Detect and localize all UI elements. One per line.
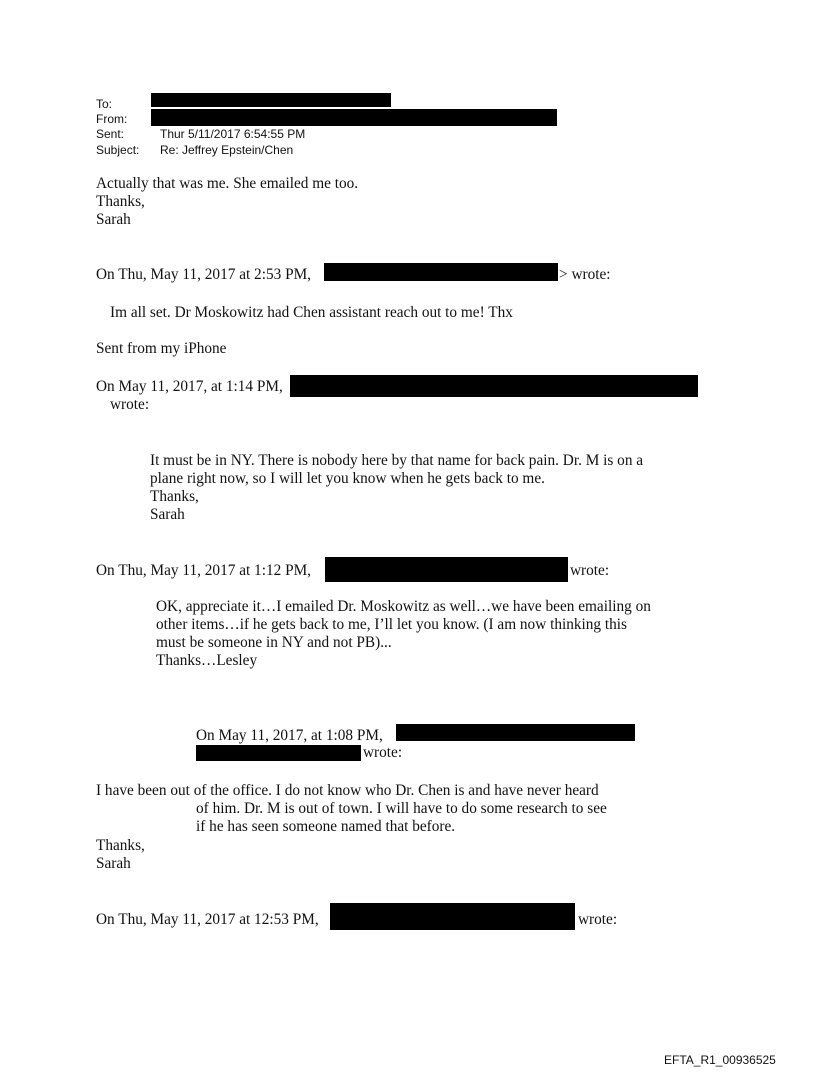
quote5-attribution-suffix: wrote: (578, 911, 618, 928)
reply-line: Sarah (96, 211, 131, 228)
quote4-redaction (396, 724, 635, 741)
quote5-redaction (330, 903, 575, 930)
quote2-line: It must be in NY. There is nobody here by that name for back pain. Dr. M is on a (150, 452, 644, 469)
quote4-line: of him. Dr. M is out of town. I will have to do some research to see (196, 800, 607, 817)
quote4-redaction (196, 745, 361, 761)
subject-label: Subject: (96, 143, 140, 157)
sent-label: Sent: (96, 127, 125, 141)
to-redaction (151, 93, 391, 107)
quote2-line: Sarah (150, 506, 185, 523)
quote1-attribution-suffix: > wrote: (559, 266, 611, 283)
quote4-line: Thanks, (96, 837, 145, 854)
quote2-attribution: On May 11, 2017, at 1:14 PM, (96, 378, 283, 395)
reply-line: Actually that was me. She emailed me too. (96, 175, 359, 192)
quote1-signature: Sent from my iPhone (96, 340, 227, 357)
quote4-line: if he has seen someone named that before. (196, 818, 456, 835)
quote4-attribution-suffix: wrote: (363, 744, 403, 761)
quote2-redaction (290, 375, 698, 397)
quote3-line: OK, appreciate it…I emailed Dr. Moskowitz as well…we have been emailing on (156, 598, 651, 615)
quote2-line: plane right now, so I will let you know when he gets back to me. (150, 470, 545, 487)
quote1-attribution: On Thu, May 11, 2017 at 2:53 PM, (96, 266, 312, 283)
reply-line: Thanks, (96, 193, 145, 210)
sent-value: Thur 5/11/2017 6:54:55 PM (160, 127, 306, 141)
quote5-attribution: On Thu, May 11, 2017 at 12:53 PM, (96, 911, 319, 928)
subject-value: Re: Jeffrey Epstein/Chen (160, 143, 294, 157)
quote4-line: Sarah (96, 855, 131, 872)
quote1-body: Im all set. Dr Moskowitz had Chen assistant reach out to me! Thx (110, 304, 513, 321)
from-redaction (151, 109, 557, 126)
quote3-attribution-suffix: wrote: (570, 562, 610, 579)
quote3-line: must be someone in NY and not PB)... (156, 634, 392, 651)
to-label: To: (96, 97, 113, 111)
from-label: From: (96, 112, 128, 126)
quote3-attribution: On Thu, May 11, 2017 at 1:12 PM, (96, 562, 312, 579)
quote4-line: I have been out of the office. I do not know who Dr. Chen is and have never heard (96, 782, 599, 799)
bates-number: EFTA_R1_00936525 (664, 1053, 776, 1067)
quote3-redaction (325, 557, 568, 582)
quote1-redaction (324, 263, 558, 281)
quote2-attribution-suffix: wrote: (110, 396, 150, 413)
quote3-line: Thanks…Lesley (156, 652, 258, 669)
quote4-attribution: On May 11, 2017, at 1:08 PM, (196, 727, 383, 744)
quote3-line: other items…if he gets back to me, I’ll let you know. (I am now thinking this (156, 616, 627, 633)
quote2-line: Thanks, (150, 488, 199, 505)
